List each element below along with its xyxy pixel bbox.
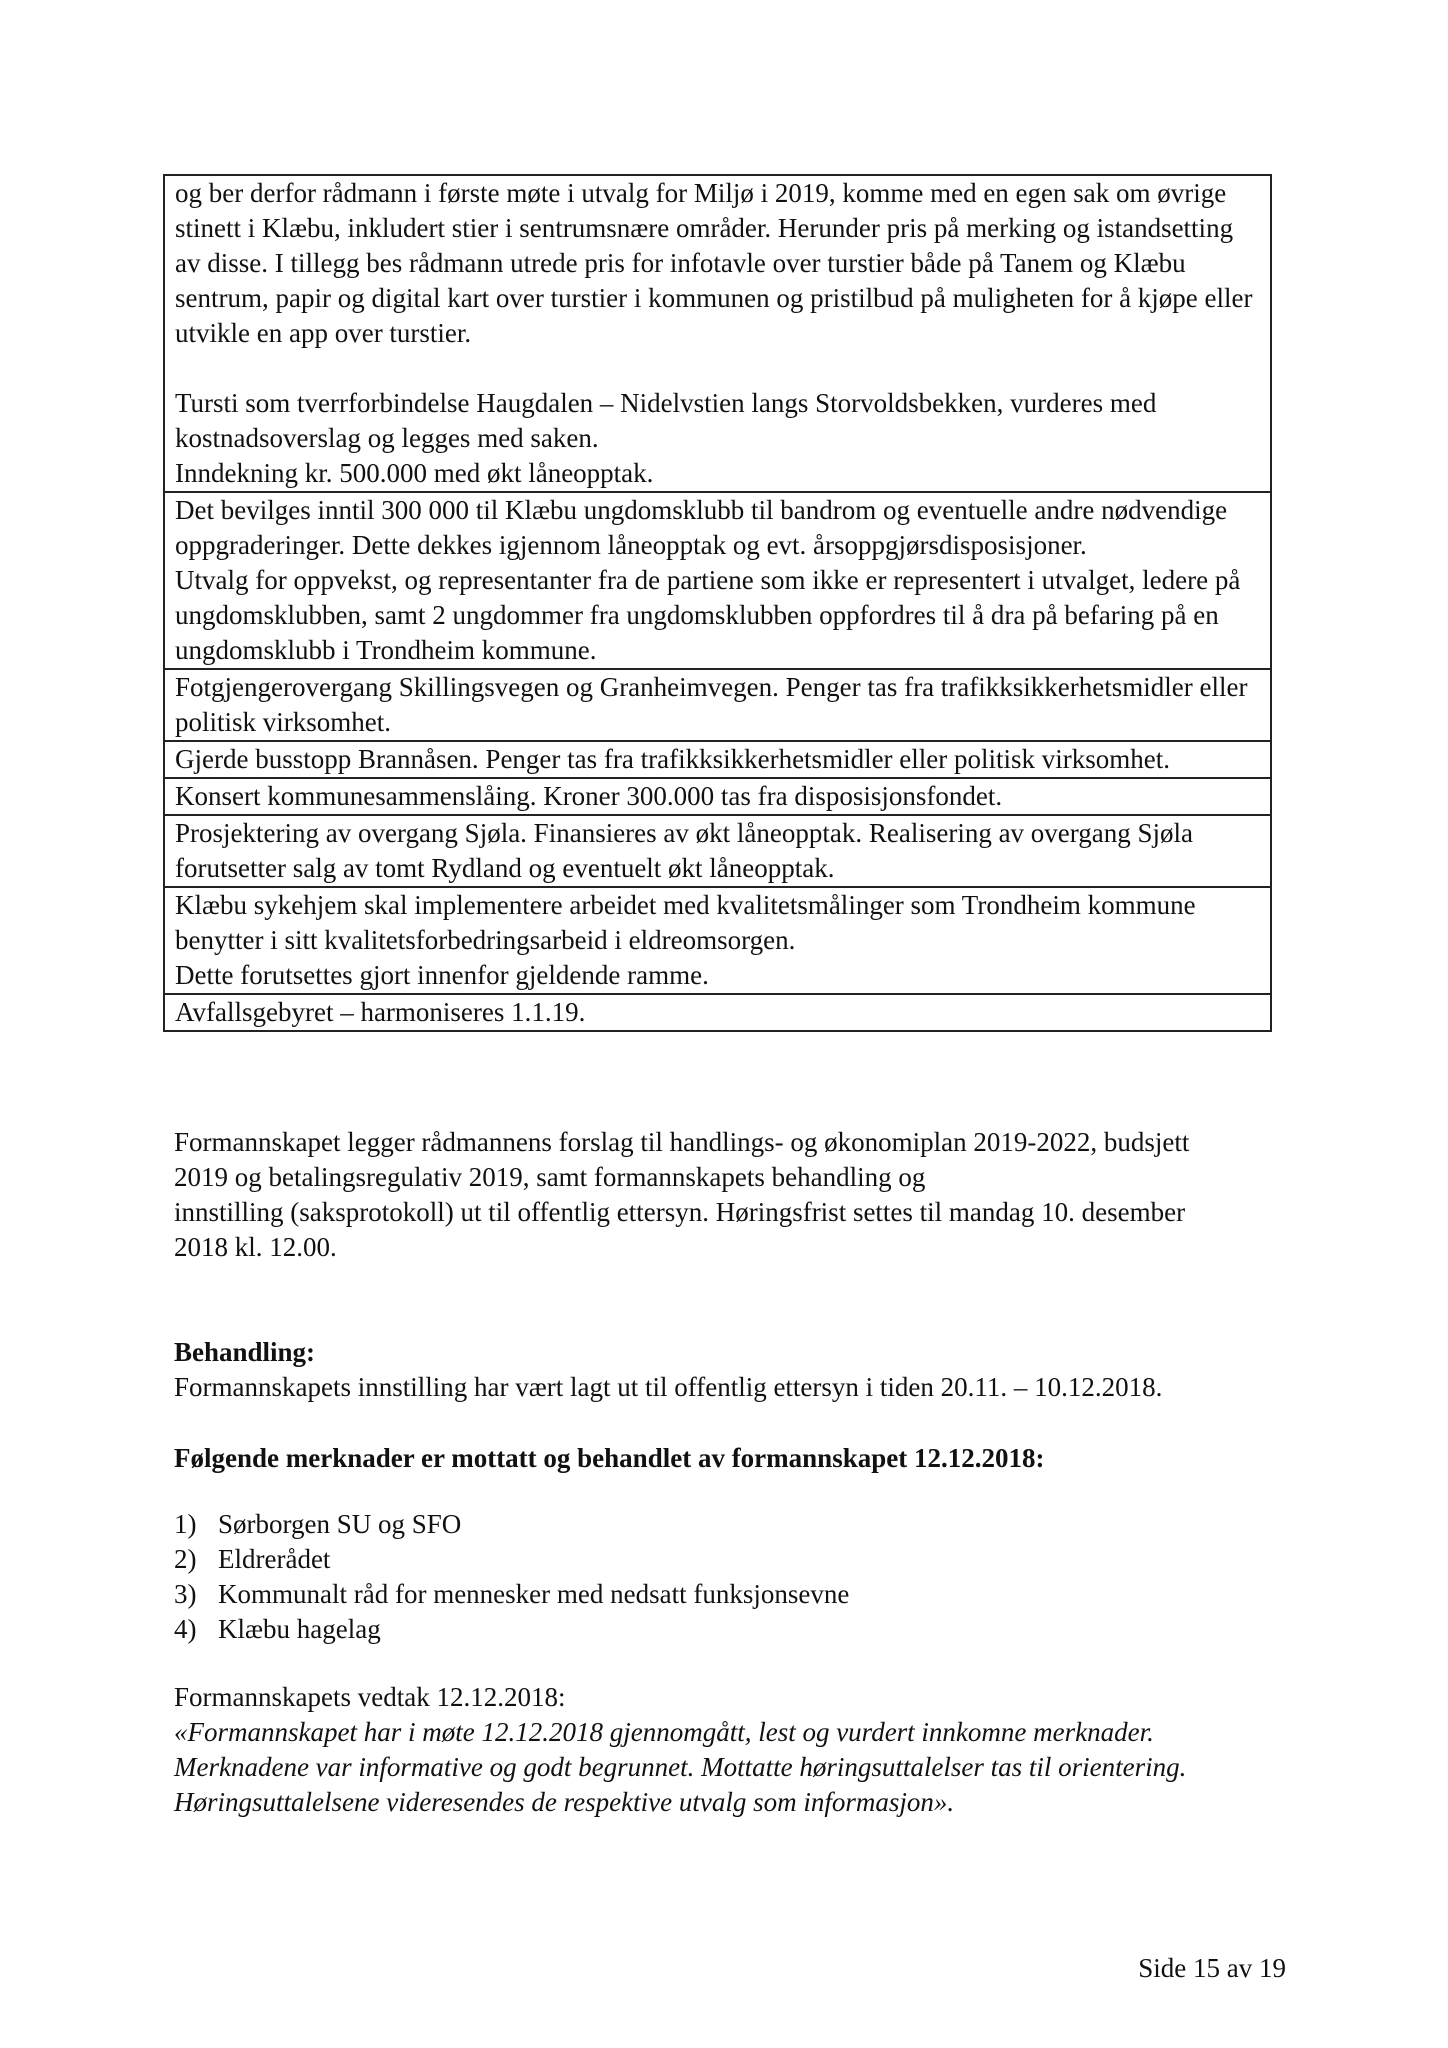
table-row: [165, 888, 1270, 995]
vedtak-quote-line: Merknadene var informative og godt begrunnet. Mottatte høringsuttalelser tas til orientering.: [174, 1752, 1187, 1782]
formannskap-line: 2018 kl. 12.00.: [174, 1232, 337, 1262]
vedtak-label: Formannskapets vedtak 12.12.2018:: [174, 1682, 566, 1712]
formannskap-line: 2019 og betalingsregulativ 2019, samt formannskapets behandling og: [174, 1162, 926, 1192]
list-item-number: 4): [174, 1614, 197, 1644]
list-item: [174, 1612, 849, 1647]
merknader-heading: Følgende merknader er mottatt og behandlet av formannskapet 12.12.2018:: [174, 1443, 1045, 1473]
table-row: [165, 779, 1270, 816]
row7-paragraph-1: Klæbu sykehjem skal implementere arbeidet med kvalitetsmålinger som Trondheim kommune benytter i sitt kvalitetsforbedringsarbeid i eldreomsorgen.: [175, 890, 1196, 955]
list-item-number: 3): [174, 1579, 197, 1609]
row2-paragraph-1: Det bevilges inntil 300 000 til Klæbu ungdomsklubb til bandrom og eventuelle andre nødvendige oppgraderinger. Dette dekkes igjennom låneopptak og evt. årsoppgjørsdisposisjoner.: [175, 495, 1228, 560]
row3-text: Fotgjengerovergang Skillingsvegen og Granheimvegen. Penger tas fra trafikksikkerhetsmidler eller politisk virksomhet.: [175, 672, 1248, 737]
row1-paragraph-1: og ber derfor rådmann i første møte i utvalg for Miljø i 2019, komme med en egen sak om øvrige stinett i Klæbu, inkludert stier i sentrumsnære områder. Herunder pris på merking og istandsetting av disse. I tillegg bes rådmann utrede pris for infotavle over turstier både på Tanem og Klæbu sentrum, papir og digital kart over turstier i kommunen og pristilbud på muligheten for å kjøpe eller utvikle en app over turstier.: [175, 178, 1253, 348]
row6-text: Prosjektering av overgang Sjøla. Finansieres av økt låneopptak. Realisering av overgang Sjøla forutsetter salg av tomt Rydland og eventuelt økt låneopptak.: [175, 818, 1194, 883]
list-item: [174, 1542, 849, 1577]
row1-paragraph-3: Inndekning kr. 500.000 med økt låneopptak.: [175, 458, 654, 488]
list-item-text: Klæbu hagelag: [218, 1614, 381, 1644]
vedtak-quote-line: «Formannskapet har i møte 12.12.2018 gjennomgått, lest og vurdert innkomne merknader.: [174, 1717, 1154, 1747]
table-row: [165, 816, 1270, 888]
list-item: [174, 1507, 849, 1542]
list-item-number: 1): [174, 1509, 197, 1539]
list-item-text: Sørborgen SU og SFO: [218, 1509, 462, 1539]
list-item-text: Eldrerådet: [218, 1544, 331, 1574]
behandling-text: Formannskapets innstilling har vært lagt ut til offentlig ettersyn i tiden 20.11. – 10.12.2018.: [174, 1372, 1163, 1402]
formannskap-line: Formannskapet legger rådmannens forslag til handlings- og økonomiplan 2019-2022, budsjett: [174, 1127, 1190, 1157]
budget-table: [163, 174, 1272, 1032]
list-item-text: Kommunalt råd for mennesker med nedsatt funksjonsevne: [218, 1579, 850, 1609]
vedtak-quote-line: Høringsuttalelsene videresendes de respektive utvalg som informasjon».: [174, 1787, 955, 1817]
list-item-number: 2): [174, 1544, 197, 1574]
row5-text: Konsert kommunesammenslåing. Kroner 300.000 tas fra disposisjonsfondet.: [175, 781, 1003, 811]
row4-text: Gjerde busstopp Brannåsen. Penger tas fra trafikksikkerhetsmidler eller politisk virksomhet.: [175, 744, 1171, 774]
formannskap-line: innstilling (saksprotokoll) ut til offentlig ettersyn. Høringsfrist settes til mandag 10. desember: [174, 1197, 1186, 1227]
row2-paragraph-2: Utvalg for oppvekst, og representanter fra de partiene som ikke er representert i utvalget, ledere på ungdomsklubben, samt 2 ungdommer fra ungdomsklubben oppfordres til å dra på befaring på en ungdomsklubb i Trondheim kommune.: [175, 565, 1241, 665]
vedtak-block: [174, 1680, 1284, 1820]
table-row: [165, 176, 1270, 493]
page-number: Side 15 av 19: [1138, 1953, 1286, 1983]
list-item: [174, 1577, 849, 1612]
table-row: [165, 995, 1270, 1032]
table-row: [165, 670, 1270, 742]
row1-paragraph-2: Tursti som tverrforbindelse Haugdalen – Nidelvstien langs Storvoldsbekken, vurderes med kostnadsoverslag og legges med saken.: [175, 388, 1157, 453]
row8-text: Avfallsgebyret – harmoniseres 1.1.19.: [175, 997, 586, 1027]
behandling-heading: Behandling:: [174, 1337, 316, 1367]
table-row: [165, 742, 1270, 779]
table-row: [165, 493, 1270, 670]
formannskap-paragraph: [174, 1125, 1284, 1265]
row7-paragraph-2: Dette forutsettes gjort innenfor gjeldende ramme.: [175, 960, 709, 990]
merknader-list: [174, 1507, 849, 1647]
